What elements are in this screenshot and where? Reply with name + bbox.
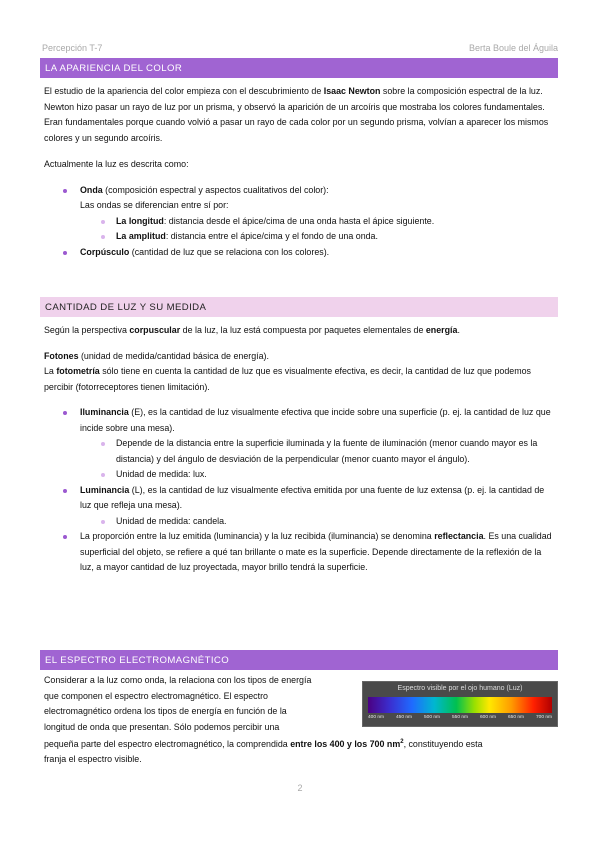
text-bold: reflectancia (434, 531, 484, 541)
text: (composición espectral y aspectos cualitativos del color): (102, 184, 329, 195)
text-bold: La amplitud (116, 231, 166, 241)
paragraph (44, 364, 554, 395)
spectrum-tick: 550 nm (452, 715, 468, 720)
list-item (44, 405, 554, 436)
text: de la luz, la luz está compuesta por paquetes elementales de (180, 325, 426, 335)
spectrum-tick: 600 nm (480, 715, 496, 720)
list-item (44, 214, 554, 230)
text: . Es una cualidad superficial del objeto, se refiere a qué tan brillante o mate es la superficie. Depende directamente de la reflexión de la luz, a mayor cantidad de luz proyectada, mayor brillo tendrá la superficie. (80, 531, 552, 572)
list-item (44, 483, 554, 514)
list-item (44, 229, 554, 245)
text-bold: Onda (80, 184, 103, 195)
paragraph: Actualmente la luz es descrita como: (44, 159, 189, 169)
section-cantidad-body (44, 323, 554, 576)
text: sólo tiene en cuenta la cantidad de luz que es visualmente efectiva, es decir, la cantidad de luz que podemos percibir (fotorreceptores tienen limitación). (44, 366, 531, 392)
text: La (44, 366, 57, 376)
list-item: Unidad de medida: lux. (44, 467, 554, 483)
text-bold: energía (425, 325, 458, 335)
list-item: Unidad de medida: candela. (44, 514, 554, 530)
text: pequeña parte del espectro electromagnético, la comprendida (44, 738, 291, 749)
text-line: electromagnético ordena los tipos de energía en función de la (44, 706, 287, 716)
spectrum-tick: 450 nm (396, 715, 412, 720)
page-number: 2 (297, 783, 303, 793)
text-line: franja el espectro visible. (44, 754, 142, 765)
spectrum-ticks (368, 715, 552, 720)
paragraph (44, 323, 554, 339)
text-bold: fotometría (56, 366, 100, 376)
list-item: Depende de la distancia entre la superficie iluminada y la fuente de iluminación (menor cuando mayor es la distancia) y del ángulo de desviación de la perpendicular (menor cuanto mayor el ángulo). (44, 436, 554, 467)
list-item (44, 529, 554, 576)
header-right: Berta Boule del Águila (468, 43, 558, 53)
text: (unidad de medida/cantidad básica de energía). (78, 350, 269, 361)
paragraph (44, 84, 554, 146)
spectrum-title: Espectro visible por el ojo humano (Luz) (397, 685, 523, 692)
text: : distancia entre el ápice/cima y el fondo de una onda. (165, 231, 378, 241)
text-line: que componen el espectro electromagnético. El espectro (44, 690, 268, 701)
page-header (42, 43, 558, 53)
text-line: Considerar a la luz como onda, la relaciona con los tipos de energía (44, 675, 312, 685)
paragraph (44, 349, 554, 365)
text: (L), es la cantidad de luz visualmente efectiva emitida por una fuente de luz extensa (p. ej. la cantidad de luz que refleja una mesa). (80, 484, 545, 510)
text-bold: corpuscular (129, 325, 181, 335)
list (44, 183, 554, 261)
text: sobre la composición espectral de la luz. Newton hizo pasar un rayo de luz por un prisma, y observó la aparición de un arcoíris que mostraba los colores fundamentales. Eran fundamentales porque cuando volvió a pasar un rayo de cada color por un segundo prisma, volvían a aparecer los mismos colores y un segundo arcoíris. (44, 86, 549, 143)
text: Las ondas se diferencian entre sí por: (80, 200, 229, 210)
spectrum-tick: 400 nm (368, 715, 384, 720)
text: , constituyendo esta (403, 738, 483, 749)
section-heading-espectro: EL ESPECTRO ELECTROMAGNÉTICO (40, 650, 558, 670)
text-line: longitud de onda que presentan. Sólo podemos percibir una (44, 721, 280, 732)
text: (cantidad de luz que se relaciona con los colores). (129, 246, 330, 257)
superscript: 2 (400, 739, 404, 745)
section-apariencia-body (44, 84, 554, 260)
spectrum-tick: 700 nm (536, 715, 552, 720)
spectrum-tick: 500 nm (424, 715, 440, 720)
text-bold: Iluminancia (80, 407, 129, 417)
text-line (44, 735, 554, 752)
list-item (44, 245, 554, 261)
text: Según la perspectiva (44, 325, 130, 335)
section-heading-cantidad: CANTIDAD DE LUZ Y SU MEDIDA (40, 297, 558, 317)
header-left: Percepción T-7 (42, 43, 103, 53)
text: El estudio de la apariencia del color empieza con el descubrimiento de (44, 86, 324, 96)
text-bold: Isaac Newton (323, 86, 381, 96)
text: (E), es la cantidad de luz visualmente efectiva que incide sobre una superficie (p. ej. la cantidad de luz que incide sobre una mesa). (80, 407, 551, 433)
text-bold (290, 739, 403, 749)
text-bold: Luminancia (80, 484, 130, 495)
list-item (44, 183, 554, 214)
section-heading-apariencia: LA APARIENCIA DEL COLOR (40, 58, 558, 78)
spectrum-gradient (368, 697, 552, 713)
text: . (457, 325, 460, 335)
text-bold: Fotones (44, 350, 79, 361)
visible-spectrum-image (362, 681, 558, 727)
text: La proporción entre la luz emitida (luminancia) y la luz recibida (iluminancia) se denomina (80, 531, 435, 541)
text-bold: entre los 400 y los 700 nm (290, 738, 401, 749)
spectrum-tick: 650 nm (508, 715, 524, 720)
text-bold: Corpúsculo (80, 246, 130, 257)
list (44, 405, 554, 576)
text: : distancia desde el ápice/cima de una onda hasta el ápice siguiente. (163, 215, 435, 226)
text-bold: La longitud (116, 215, 164, 226)
